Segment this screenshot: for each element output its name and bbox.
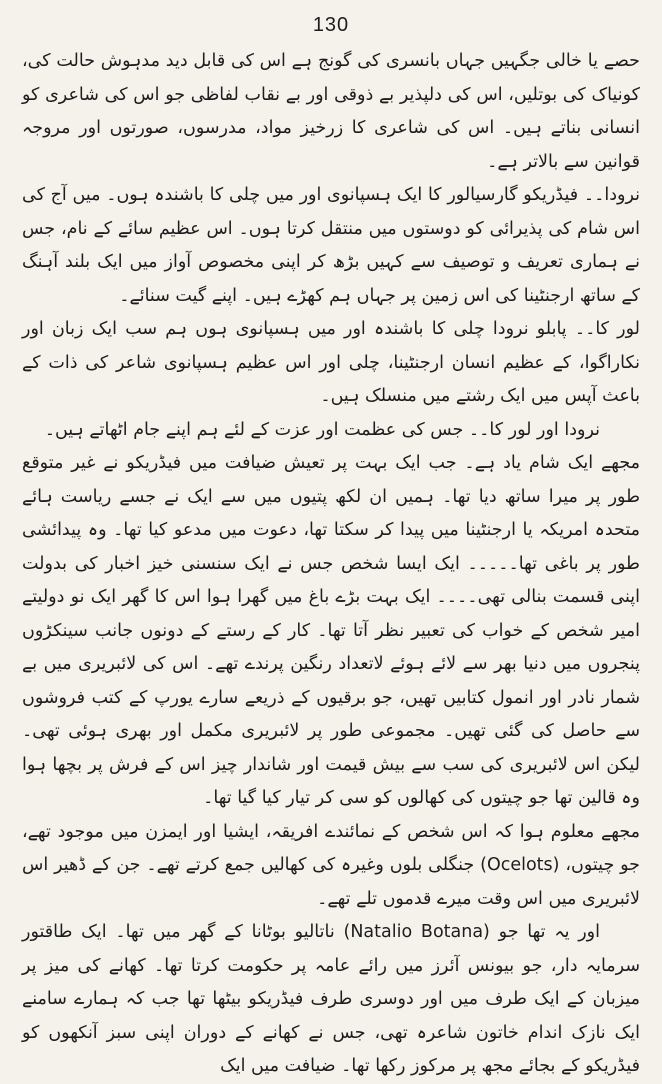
paragraph-2: نرودا۔۔ فیڈریکو گارسیالور کا ایک ہسپانوی اور میں چلی کا باشندہ ہوں۔ میں آج کی اس شام کی پذیرائی کو دوستوں میں منتقل کرتا ہوں۔ اس عظیم سائے کے نام، جس نے ہماری تعریف و توصیف سے کہیں بڑھ کر اپنی مخصوص آواز میں ایک بلند آہنگ کے ساتھ ارجنٹینا کی اس زمین پر جہاں ہم کھڑے ہیں۔ اپنے گیت سنائے۔ [22,185,640,306]
paragraph-6: مجھے معلوم ہوا کہ اس شخص کے نمائندے افریقہ، ایشیا اور ایمزن میں موجود تھے، جو چیتوں، (Ocelots) جنگلی بلوں وغیرہ کی کھالیں جمع کرتے تھے۔ جن کے ڈھیر اس لائبریری میں اس وقت میرے قدموں تلے تھے۔ [22,821,640,909]
paragraph-3: لور کا۔۔ پابلو نرودا چلی کا باشندہ اور میں ہسپانوی ہوں ہم سب ایک زبان اور نکاراگوا، کے عظیم انسان ارجنٹینا، چلی اور اس عظیم ہسپانوی شاعر کی ذات کے باعث آپس میں ایک رشتے میں منسلک ہیں۔ [22,319,640,406]
paragraph-4: نرودا اور لور کا۔۔ جس کی عظمت اور عزت کے لئے ہم اپنے جام اٹھاتے ہیں۔ [44,419,600,440]
page-number: 130 [312,14,350,36]
paragraph-5: مجھے ایک شام یاد ہے۔ جب ایک بہت پر تعیش ضیافت میں فیڈریکو نے غیر متوقع طور پر میرا ساتھ دیا تھا۔ ہمیں ان لکھ پتیوں میں سے ایک نے جسے ریاست ہائے متحدہ امریکہ یا ارجنٹینا میں پیدا کر سکتا تھا، دعوت میں مدعو کیا تھا۔ وہ پیدائشی طور پر باغی تھا۔۔۔۔۔ ایک ایسا شخص جس نے ایک سنسنی خیز اخبار کی بدولت اپنی قسمت بنالی تھی۔۔۔۔ ایک بہت بڑے باغ میں گھرا ہوا اس کا گھر ایک نو دولیتے امیر شخص کے خواب کی تعبیر نظر آتا تھا۔ کار کے رستے کے دونوں جانب سینکڑوں پنجروں میں دنیا بھر سے لائے ہوئے لاتعداد رنگین پرندے تھے۔ اس کی لائبریری میں بے شمار نادر اور انمول کتابیں تھیں، جو برقیوں کے ذریعے سارے یورپ کے کتب فروشوں سے حاصل کی گئی تھیں۔ مجموعی طور پر لائبریری مکمل اور بھری ہوئی تھی۔ لیکن اس لائبریری کی سب سے بیش قیمت اور شاندار چیز اس کے فرش پر بچھا ہوا وہ قالین تھا جو چیتوں کی کھالوں کو سی کر تیار کیا گیا تھا۔ [22,453,640,808]
paragraph-1: حصے یا خالی جگہیں جہاں بانسری کی گونج ہے اس کی قابل دید مدہوش حالت کی، کونیاک کی بوتلیں، اس کی دلپذیر بے ذوقی اور بے نقاب لفاظی جو اس کی شاعری کو انسانی بناتے ہیں۔ اس کی شاعری کا زرخیز مواد، مدرسوں، صورتوں اور مروجہ قوانین سے بالاتر ہے۔ [22,51,640,172]
body-text [22,45,640,1084]
paragraph-7: اور یہ تھا جو (Natalio Botana) ناتالیو بوٹانا کے گھر میں تھا۔ ایک طاقتور سرمایہ دار، جو بیونس آئرز میں رائے عامہ پر حکومت کرتا تھا۔ کھانے کی میز پر میزبان کے ایک طرف میں اور دوسری طرف فیڈریکو بیٹھا تھا جب کہ ہمارے سامنے ایک نازک اندام خاتون شاعرہ تھی، جس نے کھانے کے دوران اپنی سبز آنکھوں کو فیڈریکو کے بجائے مجھ پر مرکوز رکھا تھا۔ ضیافت میں ایک [22,922,640,1076]
